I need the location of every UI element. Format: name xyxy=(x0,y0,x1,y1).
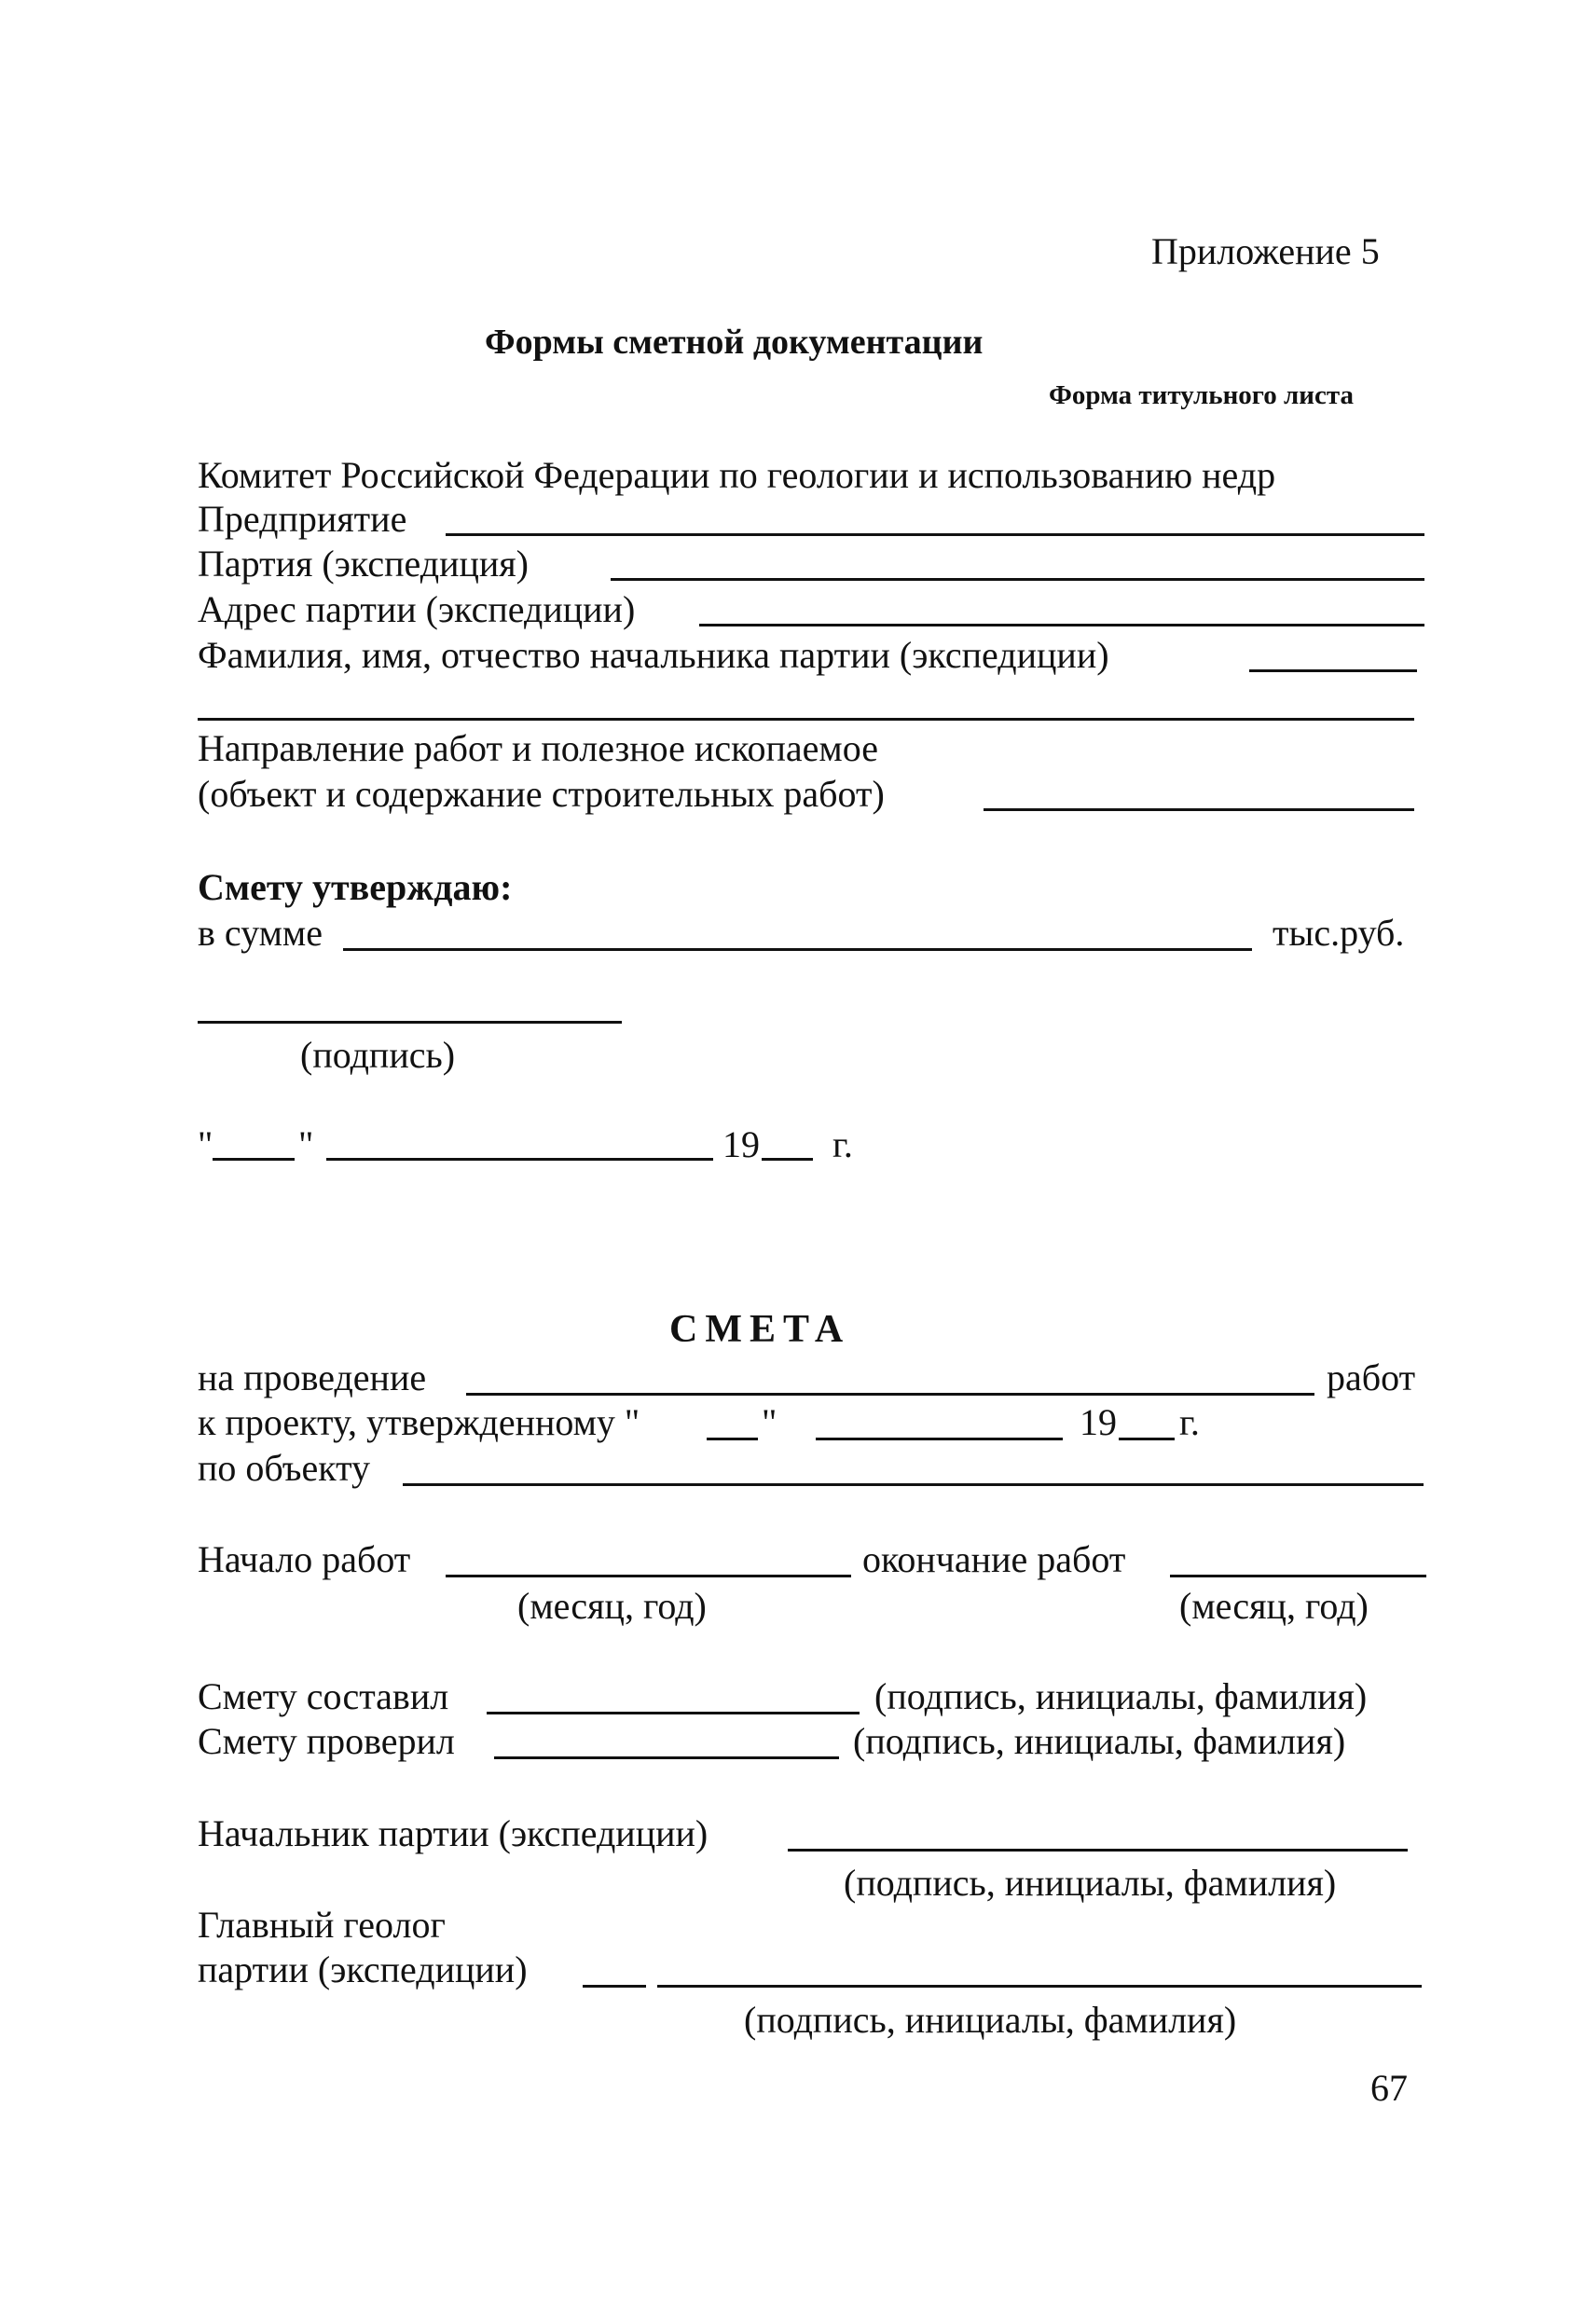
geologist-field[interactable] xyxy=(657,1985,1422,1988)
start-caption: (месяц, год) xyxy=(517,1585,707,1627)
direction-label: Направление работ и полезное ископаемое xyxy=(198,727,878,769)
project-year-suffix: г. xyxy=(1179,1401,1200,1443)
end-label: окончание работ xyxy=(862,1538,1126,1580)
address-label: Адрес партии (экспедиции) xyxy=(198,588,636,630)
object-by-label: по объекту xyxy=(198,1447,371,1489)
committee-name: Комитет Российской Федерации по геологии и использованию недр xyxy=(198,454,1276,496)
chief-caption: (подпись, инициалы, фамилия) xyxy=(844,1862,1337,1904)
sum-label: в сумме xyxy=(198,912,323,954)
date-month-field[interactable] xyxy=(326,1158,713,1161)
address-field[interactable] xyxy=(699,624,1424,626)
geologist-caption: (подпись, инициалы, фамилия) xyxy=(744,1999,1237,2041)
chief-name-label: Фамилия, имя, отчество начальника партии (экспедиции) xyxy=(198,634,1109,676)
enterprise-field[interactable] xyxy=(446,533,1424,536)
party-label: Партия (экспедиция) xyxy=(198,543,529,585)
party-field[interactable] xyxy=(611,578,1424,581)
date-year-suffix: г. xyxy=(832,1123,853,1165)
enterprise-label: Предприятие xyxy=(198,498,407,540)
checked-field[interactable] xyxy=(494,1756,839,1759)
form-name: Форма титульного листа xyxy=(1049,380,1354,410)
chief-name-field-continued[interactable] xyxy=(198,718,1414,721)
works-label: работ xyxy=(1327,1356,1416,1398)
date-quote-open: " xyxy=(198,1123,213,1165)
date-year-field[interactable] xyxy=(762,1158,813,1161)
estimate-heading: СМЕТА xyxy=(669,1308,851,1351)
compiled-caption: (подпись, инициалы, фамилия) xyxy=(874,1675,1368,1717)
chief-name-field[interactable] xyxy=(1249,669,1417,672)
sum-unit: тыс.руб. xyxy=(1273,912,1405,954)
date-day-field[interactable] xyxy=(213,1158,295,1161)
geologist-field-short[interactable] xyxy=(583,1985,646,1988)
compiled-field[interactable] xyxy=(487,1712,860,1714)
checked-label: Смету проверил xyxy=(198,1720,455,1762)
chief-field[interactable] xyxy=(788,1849,1408,1852)
appendix-label: Приложение 5 xyxy=(1151,230,1380,272)
object-field[interactable] xyxy=(984,808,1414,811)
project-label: к проекту, утвержденному " xyxy=(198,1401,640,1443)
project-month-field[interactable] xyxy=(816,1438,1063,1440)
compiled-label: Смету составил xyxy=(198,1675,449,1717)
geologist-label-2: партии (экспедиции) xyxy=(198,1948,528,1990)
project-year-prefix: 19 xyxy=(1080,1401,1117,1443)
object-label: (объект и содержание строительных работ) xyxy=(198,773,885,815)
conduct-field[interactable] xyxy=(466,1393,1314,1396)
project-quote-close: " xyxy=(762,1401,777,1443)
date-year-prefix: 19 xyxy=(722,1123,760,1165)
object-by-field[interactable] xyxy=(403,1483,1424,1486)
start-field[interactable] xyxy=(446,1575,851,1577)
signature-field[interactable] xyxy=(198,1021,622,1024)
start-label: Начало работ xyxy=(198,1538,411,1580)
end-caption: (месяц, год) xyxy=(1179,1585,1369,1627)
page-number: 67 xyxy=(1370,2067,1408,2109)
chief-label: Начальник партии (экспедиции) xyxy=(198,1812,709,1854)
end-field[interactable] xyxy=(1170,1575,1426,1577)
document-title: Формы сметной документации xyxy=(485,323,984,362)
project-year-field[interactable] xyxy=(1119,1438,1175,1440)
checked-caption: (подпись, инициалы, фамилия) xyxy=(853,1720,1346,1762)
sum-field[interactable] xyxy=(343,948,1252,951)
conduct-label: на проведение xyxy=(198,1356,427,1398)
geologist-label-1: Главный геолог xyxy=(198,1904,446,1946)
approve-label: Смету утверждаю: xyxy=(198,866,513,908)
project-day-field[interactable] xyxy=(707,1438,758,1440)
date-quote-close: " xyxy=(298,1123,314,1165)
signature-caption: (подпись) xyxy=(300,1034,456,1076)
